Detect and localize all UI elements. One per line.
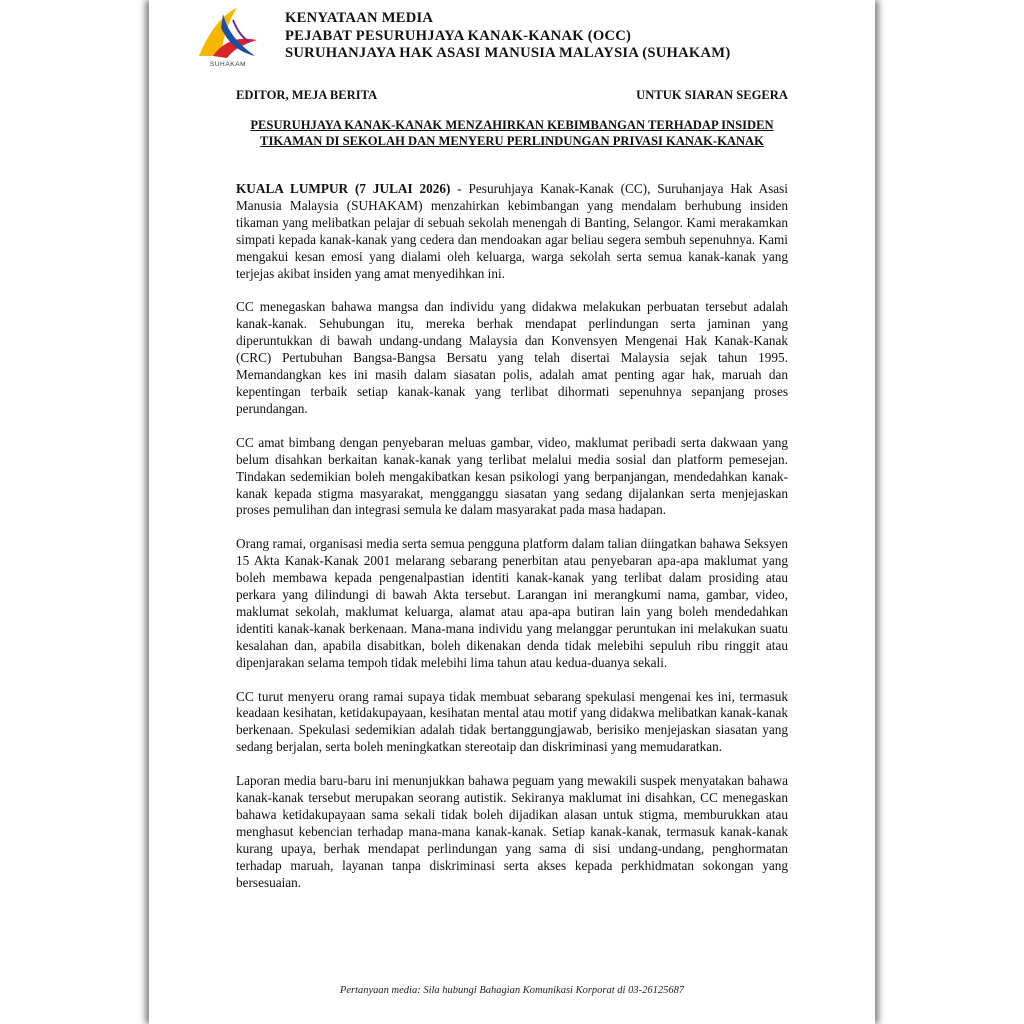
paragraph-6: Laporan media baru-baru ini menunjukkan bahawa peguam yang mewakili suspek menyatakan bahawa kanak-kanak tersebut merupakan seorang autistik. Sekiranya maklumat ini disahkan, CC menegaskan bahawa ketidakupayaan sama sekali tidak boleh dijadikan alasan untuk stigma, memburukkan atau menghasut kebencian terhadap mana-mana kanak-kanak. Setiap kanak-kanak, termasuk kanak-kanak kurang upaya, berhak mendapat perlindungan yang sama di sisi undang-undang, penghormatan terhadap maruah, layanan tanpa diskriminasi serta akses kepada perkhidmatan sokongan yang bersesuaian.	[236, 773, 788, 890]
letterhead-line-2: PEJABAT PESURUHJAYA KANAK-KANAK (OCC)	[285, 27, 632, 44]
distribution-row	[236, 88, 788, 106]
paragraph-2: CC menegaskan bahawa mangsa dan individu yang didakwa melakukan perbuatan tersebut adalah kanak-kanak. Sehubungan itu, mereka berhak mendapat perlindungan serta jaminan yang diperuntukkan di bawah undang-undang Malaysia dan Konvensyen Mengenai Hak Kanak-Kanak (CRC) Pertubuhan Bangsa-Bangsa Bersatu yang telah disertai Malaysia sejak tahun 1995. Memandangkan kes ini masih dalam siasatan polis, adalah amat penting agar hak, maruah dan kepentingan terbaik setiap kanak-kanak yang terlibat dihormati sepenuhnya sepanjang proses perundangan.	[236, 299, 788, 416]
logo-wordmark: SUHAKAM	[209, 61, 247, 68]
suhakam-logo-mark	[193, 6, 263, 66]
paragraph-1-text: - Pesuruhjaya Kanak-Kanak (CC), Suruhanjaya Hak Asasi Manusia Malaysia (SUHAKAM) menzahirkan kebimbangan yang mendalam berhubung insiden tikaman yang melibatkan pelajar di sebuah sekolah menengah di Banting, Selangor. Kami merakamkan simpati kepada kanak-kanak yang cedera dan mendoakan agar beliau segera sembuh sepenuhnya. Kami mengakui kesan emosi yang dialami oleh keluarga, warga sekolah serta semua kanak-kanak yang terjejas akibat insiden yang amat menyedihkan ini.	[236, 181, 788, 281]
paragraph-1	[236, 181, 788, 282]
letterhead-title	[285, 10, 845, 63]
dateline: KUALA LUMPUR (7 JULAI 2026)	[236, 181, 451, 196]
paragraph-3: CC amat bimbang dengan penyebaran meluas gambar, video, maklumat peribadi serta dakwaan yang belum disahkan berkaitan kanak-kanak yang terlibat melalui media sosial dan platform pemesejan. Tindakan sedemikian boleh mengakibatkan kesan psikologi yang berpanjangan, mendedahkan kanak-kanak kepada stigma masyarakat, mengganggu siasatan yang sedang dijalankan serta menjejaskan proses pemulihan dan integrasi semula ke dalam masyarakat pada masa hadapan.	[236, 434, 788, 518]
headline: PESURUHJAYA KANAK-KANAK MENZAHIRKAN KEBIMBANGAN TERHADAP INSIDEN TIKAMAN DI SEKOLAH DAN MENYERU PERLINDUNGAN PRIVASI KANAK-KANAK	[250, 118, 774, 148]
release-label: UNTUK SIARAN SEGERA	[636, 88, 788, 102]
press-release-document	[149, 0, 875, 1024]
letterhead-line-3: SURUHANJAYA HAK ASASI MANUSIA MALAYSIA (SUHAKAM)	[285, 45, 731, 61]
paragraph-5: CC turut menyeru orang ramai supaya tidak membuat sebarang spekulasi mengenai kes ini, termasuk keadaan kesihatan, ketidakupayaan, kesihatan mental atau motif yang didakwa melibatkan kanak-kanak berkenaan. Spekulasi sedemikian adalah tidak bertanggungjawab, berisiko menjejaskan siasatan yang sedang berjalan, serta boleh meningkatkan stereotaip dan diskriminasi yang memudaratkan.	[236, 688, 788, 755]
media-contact-footer: Pertanyaan media: Sila hubungi Bahagian Komunikasi Korporat di 03-26125687	[339, 985, 685, 996]
letterhead	[193, 6, 863, 70]
suhakam-logo	[193, 6, 263, 72]
recipient-label: EDITOR, MEJA BERITA	[236, 88, 378, 102]
paragraph-4: Orang ramai, organisasi media serta semua pengguna platform dalam talian diingatkan bahawa Seksyen 15 Akta Kanak-Kanak 2001 melarang sebarang penerbitan atau penyebaran apa-apa maklumat yang boleh membawa kepada pengenalpastian identiti kanak-kanak yang terlibat dalam prosiding atau perkara yang dilindungi di bawah Akta tersebut. Larangan ini merangkumi nama, gambar, video, maklumat sekolah, maklumat keluarga, alamat atau apa-apa butiran lain yang boleh mendedahkan identiti kanak-kanak berkenaan. Mana-mana individu yang melanggar peruntukan ini melakukan suatu kesalahan dan, apabila disabitkan, boleh dikenakan denda tidak melebihi sepuluh ribu ringgit atau dipenjarakan selama tempoh tidak melebihi lima tahun atau kedua-duanya sekali.	[236, 536, 788, 670]
body-text	[236, 181, 788, 909]
letterhead-line-1: KENYATAAN MEDIA	[285, 10, 434, 26]
